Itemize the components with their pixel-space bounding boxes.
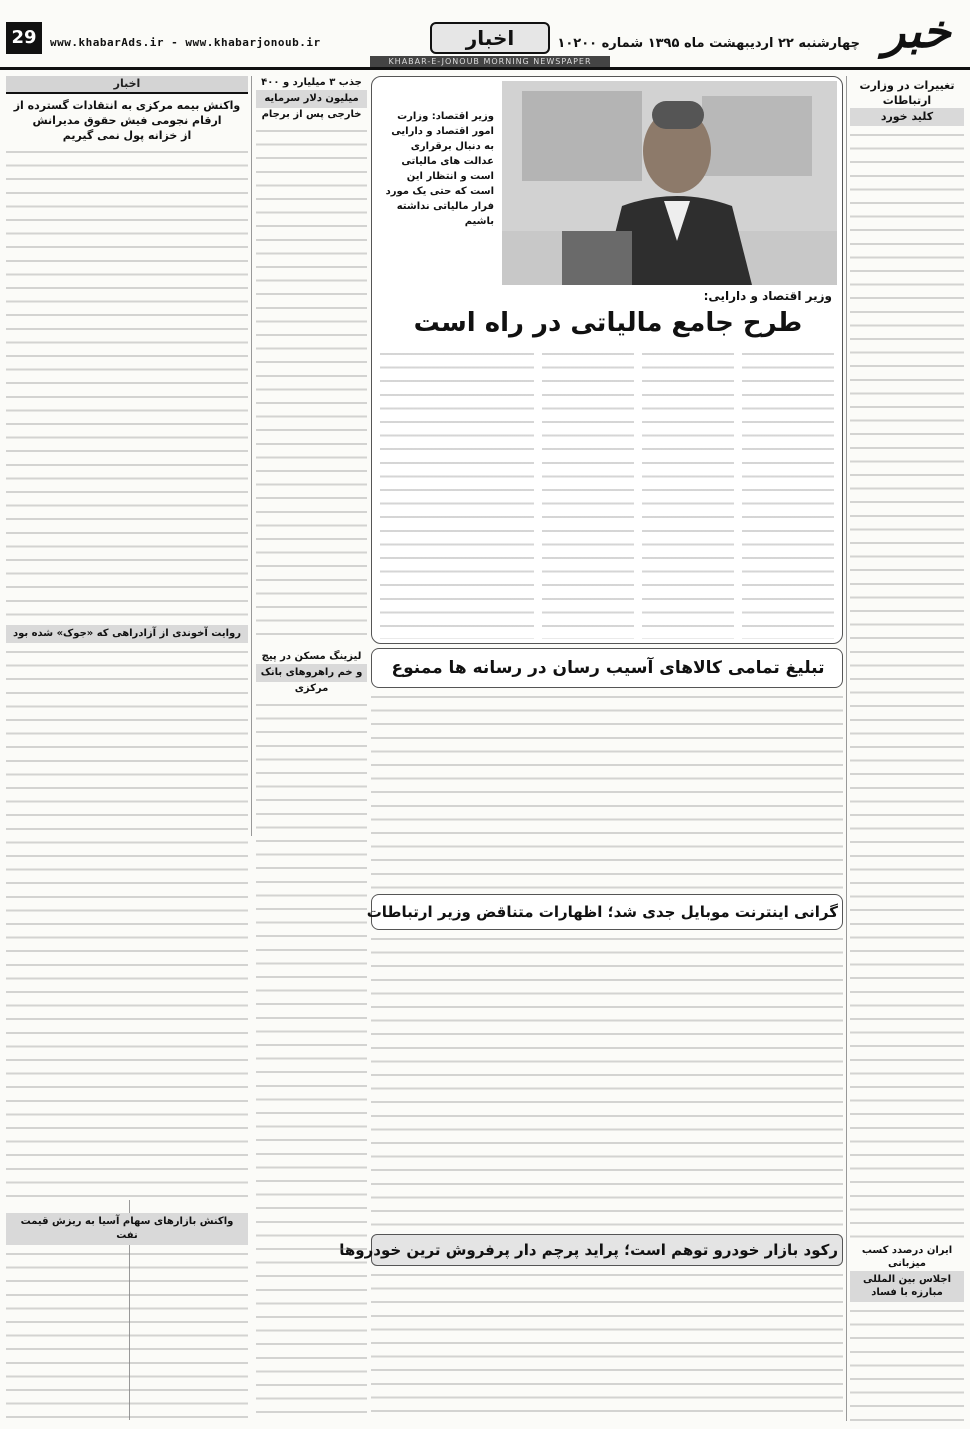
left-title-2: روایت آخوندی از آزادراهی که «جوک» شده بود: [6, 625, 248, 643]
middle-body-text-2: [256, 700, 367, 1420]
left-section-tag: اخبار: [6, 76, 248, 94]
photo-caption: وزیر اقتصاد: وزارت امور اقتصاد و دارایی به دنبال برقراری عدالت های مالیاتی است و انتظار این است که حتی یک مورد فرار مالیاتی نداشته باشیم: [378, 105, 500, 233]
main-text-col-1: [742, 349, 834, 639]
main-text-col-2: [642, 349, 734, 639]
dateline: چهارشنبه ۲۲ اردیبهشت ماه ۱۳۹۵ شماره ۱۰۲۰۰: [557, 36, 860, 51]
left-title-1a: واکنش بیمه مرکزی به انتقادات گسترده از: [13, 99, 241, 112]
main-text-col-3: [542, 349, 634, 639]
story-4-headline: رکود بازار خودرو توهم است؛ پراید پرچم دار پرفروش ترین خودروها: [339, 1241, 838, 1259]
middle-column-2: [256, 650, 367, 1421]
middle-column: [256, 76, 367, 646]
left-body-text-3: [6, 1249, 248, 1421]
left-title-1b: ارقام نجومی فیش حقوق مدیرانش: [32, 114, 222, 127]
page-number: 29: [6, 22, 42, 54]
story-3-text: [371, 934, 843, 1230]
story-3-headline: گرانی اینترنت موبایل جدی شد؛ اظهارات متناقض وزیر ارتباطات: [366, 903, 838, 921]
main-kicker: وزیر اقتصاد و دارایی:: [703, 289, 832, 303]
masthead-strip: KHABAR-E-JONOUB MORNING NEWSPAPER: [370, 56, 610, 67]
column-divider: [251, 76, 252, 836]
story-4-text: [371, 1270, 843, 1420]
middle-title-1b: میلیون دلار سرمایه: [256, 90, 367, 108]
left-title-1c: از خزانه پول نمی گیریم: [62, 129, 192, 142]
website-urls: www.khabarAds.ir - www.khabarjonoub.ir: [50, 36, 321, 49]
middle-title-2c: مرکزی: [294, 683, 329, 694]
main-text-col-4: [380, 349, 534, 639]
story-2-headline: تبلیغ تمامی کالاهای آسیب رسان در رسانه ها ممنوع: [391, 658, 825, 678]
story-2-banner: [371, 648, 843, 688]
middle-title-1a: جذب ۳ میلیارد و ۴۰۰: [261, 77, 362, 88]
main-story-box: [371, 76, 843, 644]
right-title-1: تغییرات در وزارت ارتباطات: [859, 79, 955, 107]
main-headline: طرح جامع مالیاتی در راه است: [413, 308, 803, 338]
right-column: [850, 76, 964, 1421]
right-body-text-2: [850, 1306, 964, 1421]
right-title-2: کلید خورد: [850, 108, 964, 126]
right-title-3: ایران درصدد کسب میزبانی: [861, 1244, 953, 1270]
left-body-text-2: [6, 647, 248, 1207]
right-title-4: اجلاس بین المللی مبارزه با فساد: [850, 1271, 964, 1302]
section-label: اخبار: [430, 22, 550, 54]
newspaper-logo: خبر: [883, 4, 951, 58]
minister-photo: [502, 81, 837, 285]
middle-title-2b: و خم راهروهای بانک: [256, 664, 367, 682]
middle-title-2a: لیزینگ مسکن در پیچ: [261, 651, 362, 662]
story-3-banner: [366, 894, 843, 930]
column-divider: [846, 76, 847, 1421]
middle-title-1c: خارجی پس از برجام: [261, 109, 362, 120]
left-column: [6, 76, 248, 1421]
right-body-text: [850, 130, 964, 1238]
middle-body-text: [256, 126, 367, 646]
left-title-3: واکنش بازارهای سهام آسیا به ریزش قیمت نفت: [6, 1213, 248, 1245]
story-4-banner: [339, 1234, 843, 1266]
left-body-text-1: [6, 147, 248, 619]
masthead: [0, 0, 970, 70]
story-2-text: [371, 692, 843, 890]
minister-illustration: [502, 81, 837, 285]
